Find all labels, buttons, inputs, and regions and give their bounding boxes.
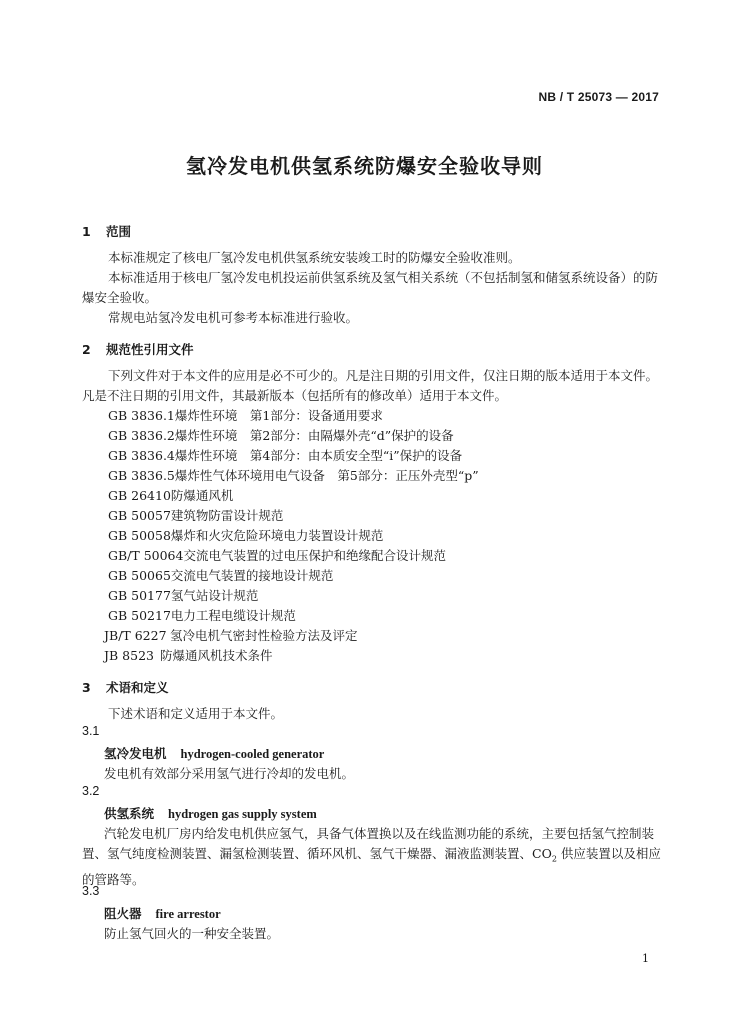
reference-code: GB 50217 — [108, 608, 171, 623]
term-number: 3.1 — [82, 724, 100, 738]
term-definition — [82, 824, 664, 890]
section-number: 3 — [82, 680, 91, 695]
section-1-heading — [82, 222, 131, 240]
reference-code: GB 50058 — [108, 528, 171, 543]
reference-title: 爆炸和火灾危险环境电力装置设计规范 — [170, 528, 384, 543]
term-name — [104, 744, 324, 762]
reference-item — [108, 586, 258, 604]
section-title: 术语和定义 — [106, 680, 169, 695]
term-number: 3.3 — [82, 884, 100, 898]
reference-item — [108, 446, 462, 464]
reference-item — [108, 466, 479, 484]
definition-text: 供应装置以及相应的管路等。 — [82, 846, 661, 887]
reference-code: GB 26410 — [108, 488, 171, 503]
term-number: 3.2 — [82, 784, 100, 798]
term-name — [104, 904, 221, 922]
reference-title: 防爆通风机技术条件 — [160, 648, 273, 663]
reference-item — [108, 426, 454, 444]
reference-title: 氢气站设计规范 — [170, 588, 259, 603]
definition-text: 汽轮发电机厂房内给发电机供应氢气，具备气体置换以及在线监测功能的系统，主要包括氢气控制装置、氢气纯度检测装置、漏氢检测装置、循环风机、氢气干燥器、漏液监测装置、CO — [82, 826, 655, 861]
paragraph: 下述术语和定义适用于本文件。 — [108, 706, 284, 721]
reference-item — [108, 526, 383, 544]
section-3-heading — [82, 678, 169, 696]
term-name-en: hydrogen-cooled generator — [180, 747, 325, 761]
paragraph: 本标准规定了核电厂氢冷发电机供氢系统安装竣工时的防爆安全验收准则。 — [108, 250, 521, 265]
paragraph: 下列文件对于本文件的应用是必不可少的。凡是注日期的引用文件，仅注日期的版本适用于本文件。凡是不注日期的引用文件，其最新版本（包括所有的修改单）适用于本文件。 — [82, 368, 659, 403]
subscript: 2 — [551, 854, 557, 864]
reference-item — [108, 486, 233, 504]
reference-title: 爆炸性环境 第4部分：由本质安全型“i”保护的设备 — [174, 448, 463, 463]
reference-item — [108, 506, 283, 524]
term-name-zh: 阻火器 — [104, 906, 142, 921]
term-definition: 发电机有效部分采用氢气进行冷却的发电机。 — [104, 766, 355, 781]
reference-code: GB 3836.2 — [108, 428, 175, 443]
reference-item — [104, 626, 358, 644]
reference-code: GB 3836.1 — [108, 408, 175, 423]
section-number: 1 — [82, 224, 91, 239]
document-title: 氢冷发电机供氢系统防爆安全验收导则 — [186, 154, 543, 178]
reference-code: GB 3836.4 — [108, 448, 175, 463]
reference-item — [104, 646, 273, 664]
reference-code: GB 3836.5 — [108, 468, 175, 483]
reference-code: GB/T 50064 — [108, 548, 184, 563]
section-2-heading — [82, 340, 194, 358]
reference-title: 爆炸性气体环境用电气设备 第5部分：正压外壳型“p” — [174, 468, 479, 483]
term-name-zh: 供氢系统 — [104, 806, 155, 821]
paragraph: 常规电站氢冷发电机可参考本标准进行验收。 — [108, 310, 359, 325]
section-title: 范围 — [106, 224, 132, 239]
reference-code: GB 50057 — [108, 508, 171, 523]
page-number: 1 — [642, 952, 649, 965]
term-name-en: hydrogen gas supply system — [168, 807, 317, 821]
section-number: 2 — [82, 342, 91, 357]
term-name-en: fire arrestor — [155, 907, 221, 921]
reference-title: 防爆通风机 — [170, 488, 234, 503]
reference-title: 交流电气装置的过电压保护和绝缘配合设计规范 — [183, 548, 446, 563]
reference-code: GB 50177 — [108, 588, 171, 603]
paragraph: 本标准适用于核电厂氢冷发电机投运前供氢系统及氢气相关系统（不包括制氢和储氢系统设备）的防爆安全验收。 — [82, 270, 659, 305]
reference-item — [108, 566, 333, 584]
reference-title: 电力工程电缆设计规范 — [170, 608, 296, 623]
reference-title: 建筑物防雷设计规范 — [170, 508, 284, 523]
reference-code: GB 50065 — [108, 568, 171, 583]
reference-item — [108, 546, 446, 564]
reference-title: 交流电气装置的接地设计规范 — [170, 568, 334, 583]
reference-item — [108, 606, 296, 624]
reference-item — [108, 406, 383, 424]
reference-title: 爆炸性环境 第1部分：设备通用要求 — [174, 408, 383, 423]
term-name — [104, 804, 317, 822]
reference-code: JB 8523 — [104, 648, 154, 663]
reference-title: 氢冷电机气密封性检验方法及评定 — [170, 628, 358, 643]
term-definition: 防止氢气回火的一种安全装置。 — [104, 926, 280, 941]
standard-code: NB / T 25073 — 2017 — [538, 90, 659, 104]
section-title: 规范性引用文件 — [106, 342, 194, 357]
reference-title: 爆炸性环境 第2部分：由隔爆外壳“d”保护的设备 — [174, 428, 454, 443]
reference-code: JB/T 6227 — [104, 628, 167, 643]
term-name-zh: 氢冷发电机 — [104, 746, 167, 761]
